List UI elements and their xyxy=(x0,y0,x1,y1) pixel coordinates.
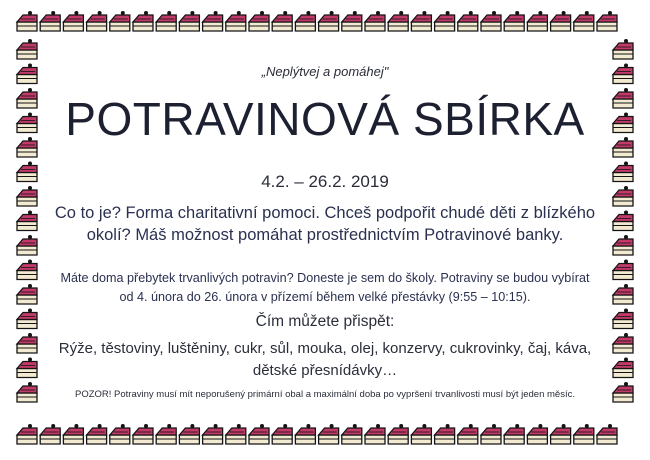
cake-slice-icon xyxy=(110,424,130,444)
contribution-items xyxy=(40,338,610,382)
cake-slice-icon xyxy=(613,88,633,108)
cake-slice-icon xyxy=(17,424,37,444)
cake-slice-icon xyxy=(613,309,633,329)
cake-slice-icon xyxy=(435,11,455,31)
cake-slice-icon xyxy=(249,424,269,444)
intro-paragraph xyxy=(40,202,610,246)
cake-slice-icon xyxy=(365,11,385,31)
cake-slice-icon xyxy=(435,424,455,444)
cake-slice-icon xyxy=(179,424,199,444)
cake-slice-icon xyxy=(319,424,339,444)
cake-slice-icon xyxy=(63,424,83,444)
cake-slice-icon xyxy=(110,11,130,31)
items-line-1: Rýže, těstoviny, luštěniny, cukr, sůl, mouka, olej, konzervy, cukrovinky, čaj, káva, xyxy=(58,340,592,357)
cake-slice-icon xyxy=(17,235,37,255)
info-line-2: od 4. února do 26. února v přízemí během velké přestávky (9:55 – 10:15). xyxy=(119,290,531,304)
cake-slice-icon xyxy=(133,11,153,31)
cake-slice-icon xyxy=(63,11,83,31)
cake-slice-icon xyxy=(17,284,37,304)
cake-slice-icon xyxy=(388,424,408,444)
cake-slice-icon xyxy=(17,333,37,353)
cake-slice-icon xyxy=(388,11,408,31)
warning-note: POZOR! Potraviny musí mít neporušený primární obal a maximální doba po vypršení trvanlivosti musí být jeden měsíc. xyxy=(74,389,575,400)
cake-slice-icon xyxy=(295,11,315,31)
info-paragraph xyxy=(40,269,610,307)
poster-title: POTRAVINOVÁ SBÍRKA xyxy=(65,93,585,145)
cake-slice-icon xyxy=(597,424,617,444)
cake-slice-icon xyxy=(613,358,633,378)
cake-slice-icon xyxy=(613,260,633,280)
cake-slice-icon xyxy=(40,11,60,31)
cake-slice-icon xyxy=(203,11,223,31)
cake-slice-icon xyxy=(272,424,292,444)
cake-slice-icon xyxy=(17,64,37,84)
cake-slice-icon xyxy=(481,424,501,444)
cake-slice-icon xyxy=(249,11,269,31)
intro-line-2: okolí? Máš možnost pomáhat prostřednictvím Potravinové banky. xyxy=(86,226,564,244)
cake-slice-icon xyxy=(527,11,547,31)
cake-slice-icon xyxy=(17,39,37,59)
cake-slice-icon xyxy=(226,424,246,444)
cake-slice-icon xyxy=(156,424,176,444)
cake-slice-icon xyxy=(17,211,37,231)
cake-slice-icon xyxy=(87,424,107,444)
cake-slice-icon xyxy=(203,424,223,444)
cake-slice-icon xyxy=(365,424,385,444)
cake-slice-icon xyxy=(226,11,246,31)
cake-slice-icon xyxy=(613,113,633,133)
collection-dates: 4.2. – 26.2. 2019 xyxy=(261,172,389,191)
cake-slice-icon xyxy=(17,382,37,402)
cake-slice-icon xyxy=(574,11,594,31)
cake-slice-icon xyxy=(613,333,633,353)
contribution-heading: Čím můžete přispět: xyxy=(255,313,395,330)
info-line-1: Máte doma přebytek trvanlivých potravin? Doneste je sem do školy. Potraviny se budou vybírat xyxy=(60,271,590,285)
intro-line-1: Co to je? Forma charitativní pomoci. Chceš podpořit chudé děti z blízkého xyxy=(54,204,596,222)
cake-slice-icon xyxy=(342,424,362,444)
poster-motto: „Neplýtvej a pomáhej" xyxy=(261,64,389,79)
cake-slice-icon xyxy=(411,424,431,444)
cake-slice-icon xyxy=(458,11,478,31)
cake-slice-icon xyxy=(613,235,633,255)
cake-slice-icon xyxy=(17,260,37,280)
cake-slice-icon xyxy=(17,88,37,108)
cake-slice-icon xyxy=(17,11,37,31)
cake-slice-icon xyxy=(319,11,339,31)
items-line-2: dětské přesnídávky… xyxy=(252,362,398,379)
cake-slice-icon xyxy=(504,424,524,444)
cake-slice-icon xyxy=(87,11,107,31)
cake-slice-icon xyxy=(597,11,617,31)
cake-slice-icon xyxy=(481,11,501,31)
cake-slice-icon xyxy=(17,113,37,133)
cake-slice-icon xyxy=(17,162,37,182)
cake-slice-icon xyxy=(574,424,594,444)
cake-slice-icon xyxy=(295,424,315,444)
cake-slice-icon xyxy=(613,39,633,59)
cake-slice-icon xyxy=(133,424,153,444)
cake-slice-icon xyxy=(613,382,633,402)
cake-slice-icon xyxy=(613,284,633,304)
cake-slice-icon xyxy=(179,11,199,31)
cake-slice-icon xyxy=(156,11,176,31)
cake-slice-icon xyxy=(458,424,478,444)
cake-slice-icon xyxy=(613,162,633,182)
cake-slice-icon xyxy=(613,137,633,157)
cake-slice-icon xyxy=(527,424,547,444)
cake-slice-icon xyxy=(17,358,37,378)
cake-slice-icon xyxy=(551,11,571,31)
poster-content xyxy=(40,50,610,420)
cake-slice-icon xyxy=(613,186,633,206)
cake-slice-icon xyxy=(17,309,37,329)
cake-slice-icon xyxy=(551,424,571,444)
cake-slice-icon xyxy=(40,424,60,444)
cake-slice-icon xyxy=(613,64,633,84)
cake-slice-icon xyxy=(504,11,524,31)
cake-slice-icon xyxy=(17,186,37,206)
cake-slice-icon xyxy=(272,11,292,31)
cake-slice-icon xyxy=(342,11,362,31)
cake-slice-icon xyxy=(411,11,431,31)
cake-slice-icon xyxy=(613,211,633,231)
cake-slice-icon xyxy=(17,137,37,157)
